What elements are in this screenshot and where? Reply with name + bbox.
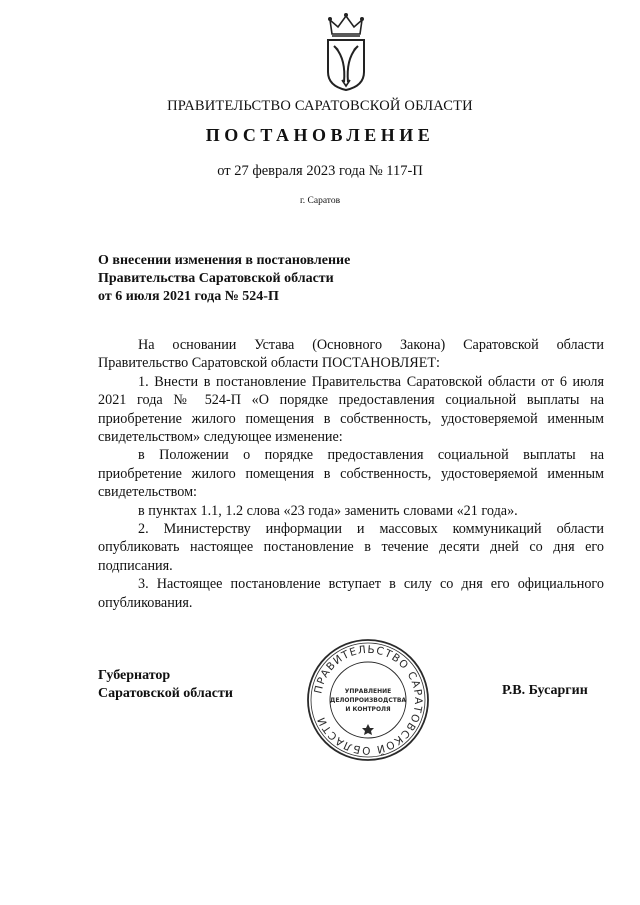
stamp-star-icon	[362, 724, 374, 735]
subject-line: О внесении изменения в постановление	[98, 253, 351, 268]
document-type-title: ПОСТАНОВЛЕНИЕ	[205, 125, 435, 145]
official-stamp	[306, 638, 430, 762]
signatory-name: Р.В. Бусаргин	[502, 683, 588, 698]
stamp-ring-text: ПРАВИТЕЛЬСТВО САРАТОВСКОЙ ОБЛАСТИ	[312, 643, 425, 757]
organization-name: ПРАВИТЕЛЬСТВО САРАТОВСКОЙ ОБЛАСТИ	[167, 98, 473, 114]
document-city: г. Саратов	[299, 196, 341, 206]
stamp-inner-line: ДЕЛОПРОИЗВОДСТВА	[329, 697, 407, 704]
document-body	[98, 336, 604, 612]
subject-line: Правительства Саратовской области	[98, 271, 334, 286]
preamble-paragraph: На основании Устава (Основного Закона) Саратовской области Правительство Саратовской области ПОСТАНОВЛЯЕТ:	[98, 337, 604, 372]
document-subject	[98, 252, 418, 306]
subject-line: от 6 июля 2021 года № 524-П	[98, 289, 279, 304]
stamp-inner-line: И КОНТРОЛЯ	[345, 706, 391, 713]
item-1-sub-paragraph: в Положении о порядке предоставления социальной выплаты на приобретение жилого помещения в собственность, удостоверяемой именным свидетельством:	[98, 447, 604, 501]
item-2-paragraph: 2. Министерству информации и массовых коммуникаций области опубликовать настоящее постановление в течение десяти дней со дня его подписания.	[98, 521, 604, 574]
item-1-paragraph: 1. Внести в постановление Правительства Саратовской области от 6 июля 2021 года № 524-П «О порядке предоставления социальной выплаты на приобретение жилого помещения в собственность, удостоверяемой именным свидетельством» следующее изменение:	[98, 373, 604, 446]
position-line: Губернатор	[98, 668, 171, 683]
position-line: Саратовской области	[98, 686, 233, 701]
document-date-number: от 27 февраля 2023 года № 117-П	[217, 163, 423, 179]
item-3-paragraph: 3. Настоящее постановление вступает в силу со дня его официального опубликования.	[98, 576, 604, 611]
coat-of-arms-emblem	[322, 12, 370, 92]
stamp-inner-line: УПРАВЛЕНИЕ	[344, 688, 392, 695]
item-1-change-paragraph: в пунктах 1.1, 1.2 слова «23 года» заменить словами «21 года».	[138, 502, 518, 519]
signatory-position	[98, 667, 233, 703]
